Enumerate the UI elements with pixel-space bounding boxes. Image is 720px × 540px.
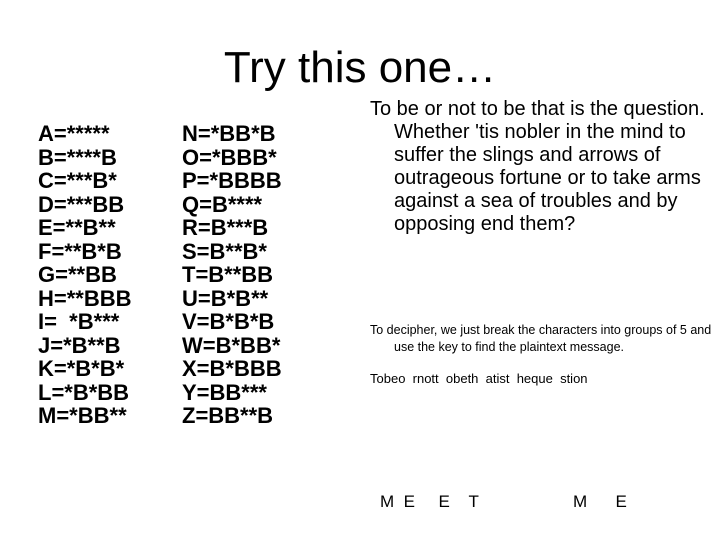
cover-text-quote: To be or not to be that is the question. Whether 'tis nobler in the mind to suffer the slings and arrows of outrageous fortune or to take arms against a sea of troubles and by opposing end them? bbox=[370, 98, 705, 235]
cipher-key-entry: O=*BBB* bbox=[182, 144, 277, 170]
cipher-key-entry: M=*BB** bbox=[38, 403, 127, 428]
cipher-key-entry: D=***BB bbox=[38, 191, 125, 217]
cipher-key-entry: B=****B bbox=[38, 144, 117, 170]
cipher-key-entry: G=**BB bbox=[38, 262, 117, 287]
cipher-key-entry: W=B*BB* bbox=[182, 332, 281, 358]
cipher-groups: Tobeo rnott obeth atist heque stion bbox=[370, 371, 588, 386]
cipher-key-entry: I= *B*** bbox=[38, 309, 120, 334]
cipher-key-entry: K=*B*B* bbox=[38, 356, 125, 381]
cipher-key-entry: V=B*B*B bbox=[182, 309, 275, 334]
cipher-key-entry: X=B*BBB bbox=[182, 356, 282, 381]
cipher-key-entry: E=**B** bbox=[38, 215, 116, 240]
cipher-key-entry: C=***B* bbox=[38, 168, 117, 193]
cipher-key-entry: S=B**B* bbox=[182, 238, 267, 264]
cipher-key-entry: N=*BB*B bbox=[182, 121, 276, 146]
slide-title: Try this one… bbox=[223, 43, 497, 92]
cipher-key-entry: Z=BB**B bbox=[182, 403, 274, 428]
cipher-key-entry: Q=B**** bbox=[182, 191, 263, 217]
cipher-key-entry: F=**B*B bbox=[38, 238, 122, 264]
decipher-instructions: To decipher, we just break the characters into groups of 5 and use the key to find the plaintext message. bbox=[370, 323, 712, 354]
cipher-key-entry: T=B**BB bbox=[182, 262, 274, 287]
cipher-key-left-column bbox=[38, 122, 132, 428]
cipher-key-entry: J=*B**B bbox=[38, 332, 121, 358]
cipher-key-entry: P=*BBBB bbox=[182, 168, 282, 193]
cipher-key-entry: H=**BBB bbox=[38, 285, 132, 311]
cipher-key-entry: R=B***B bbox=[182, 215, 269, 240]
cipher-key-entry: A=***** bbox=[38, 121, 110, 146]
cipher-key-entry: U=B*B** bbox=[182, 285, 269, 311]
cipher-key-right-column bbox=[182, 122, 282, 428]
decoded-plaintext: M E E T M E bbox=[380, 492, 627, 511]
cipher-key-entry: L=*B*BB bbox=[38, 379, 130, 405]
cipher-key-entry: Y=BB*** bbox=[182, 379, 267, 405]
